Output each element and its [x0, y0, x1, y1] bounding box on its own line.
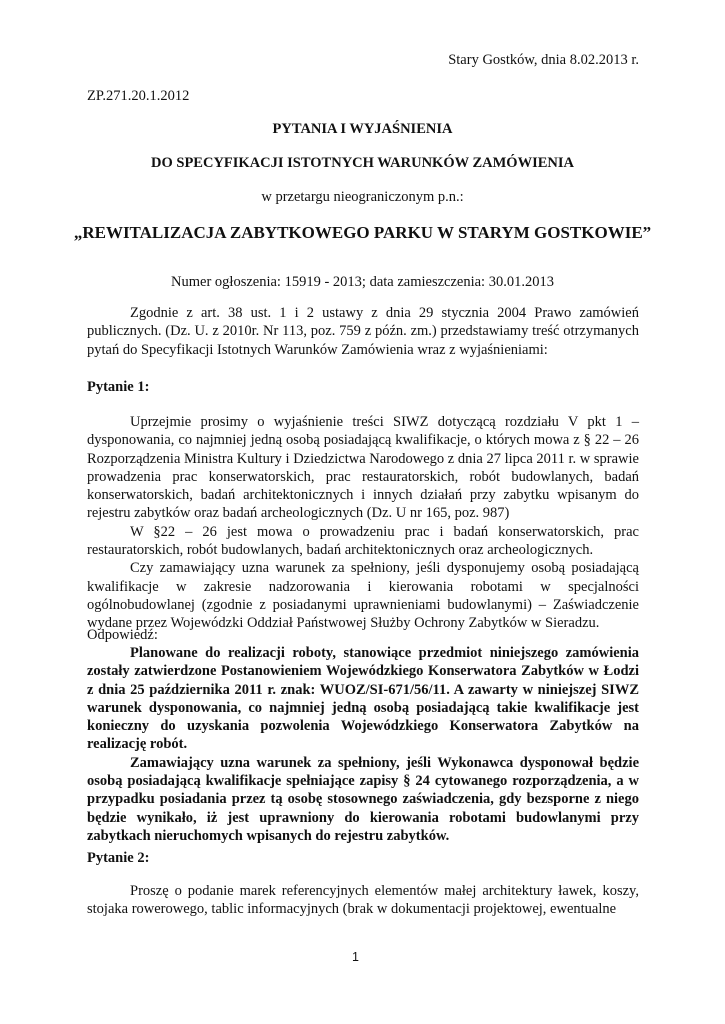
answer-1-paragraph: Planowane do realizacji roboty, stanowiące przedmiot niniejszego zamówienia zostały zatwierdzone Postanowieniem Wojewódzkiego Konserwatora Zabytków w Łodzi z dnia 25 października 2011 r. znak: WUOZ/SI-671/56/11. A zawarty w niniejszej SIWZ warunek dysponowania, co najmniej jedną osobą posiadającą takie kwalifikacje jest konieczny do uzyskania pozwolenia Wojewódzkiego Konserwatora Zabytków na realizację robót. [87, 645, 639, 753]
place-date: Stary Gostków, dnia 8.02.2013 r. [448, 52, 639, 68]
tender-type: w przetargu nieograniczonym p.n.: [261, 189, 464, 205]
document-subtitle: DO SPECYFIKACJI ISTOTNYCH WARUNKÓW ZAMÓWIENIA [151, 155, 574, 171]
question-1-paragraph: Czy zamawiający uzna warunek za spełniony, jeśli dysponujemy osobą posiadającą kwalifikacje w zakresie nadzorowania i kierowania robotami w specjalności ogólnobudowlanej (zgodnie z posiadanymi uprawnieniami budowlanymi) – Zaświadczenie wydane przez Wojewódzki Oddział Państwowej Służby Ochrony Zabytków w Sieradzu. [87, 560, 639, 632]
reference-number: ZP.271.20.1.2012 [87, 88, 190, 104]
project-name: „REWITALIZACJA ZABYTKOWEGO PARKU W STARYM GOSTKOWIE” [73, 223, 652, 242]
notice-number: Numer ogłoszenia: 15919 - 2013; data zamieszczenia: 30.01.2013 [171, 274, 554, 290]
answer-1-body [87, 644, 639, 845]
intro-paragraph [87, 304, 639, 359]
document-title: PYTANIA I WYJAŚNIENIA [272, 121, 453, 137]
question-1-heading: Pytanie 1: [87, 379, 150, 395]
question-1-paragraph: W §22 – 26 jest mowa o prowadzeniu prac i badań konserwatorskich, prac restauratorskich, robót budowlanych, badań architektonicznych oraz archeologicznych. [87, 523, 639, 559]
question-2-paragraph: Proszę o podanie marek referencyjnych elementów małej architektury ławek, koszy, stojaka rowerowego, tablic informacyjnych (brak w dokumentacji projektowej, ewentualne [87, 883, 639, 918]
question-2-heading: Pytanie 2: [87, 850, 150, 866]
intro-text: Zgodnie z art. 38 ust. 1 i 2 ustawy z dnia 29 stycznia 2004 Prawo zamówień publicznych. (Dz. U. z 2010r. Nr 113, poz. 759 z późn. zm.) przedstawiamy treść otrzymanych pytań do Specyfikacji Istotnych Warunków Zamówienia wraz z wyjaśnieniami: [87, 305, 639, 358]
question-1-paragraph: Uprzejmie prosimy o wyjaśnienie treści SIWZ dotyczącą rozdziału V pkt 1 – dysponowania, co najmniej jedną osobą posiadającą kwalifikacje, o których mowa z § 22 – 26 Rozporządzenia Ministra Kultury i Dziedzictwa Narodowego z dnia 27 lipca 2011 r. w sprawie prowadzenia prac konserwatorskich, prac restauratorskich, robót budowlanych, badań konserwatorskich, badań architektonicznych i innych działań przy zabytku wpisanym do rejestru zabytków oraz badań archeologicznych (Dz. U nr 165, poz. 987) [87, 414, 639, 522]
answer-1-paragraph: Zamawiający uzna warunek za spełniony, jeśli Wykonawca dysponował będzie osobą posiadającą kwalifikacje spełniające zapisy § 24 cytowanego rozporządzenia, a w przypadku posiadania przez tą osobę stosownego zaświadczenia, gdy bezsporne z niego będzie wynikało, iż jest uprawniony do kierowania robotami budowlanymi przy zabytkach nieruchomych wpisanych do rejestru zabytków. [87, 754, 639, 844]
question-1-body [87, 413, 639, 633]
page-number: 1 [352, 950, 359, 964]
answer-1-heading: Odpowiedź: [87, 627, 158, 643]
question-2-body [87, 882, 639, 919]
